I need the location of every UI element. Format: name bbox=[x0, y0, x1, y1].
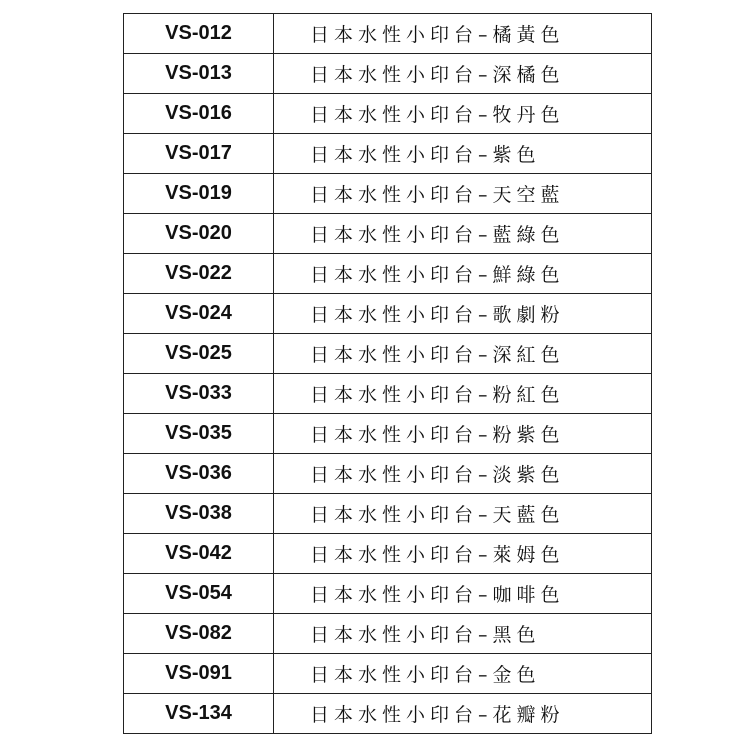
table-row bbox=[124, 654, 652, 694]
product-name: 日本水性小印台–萊姆色 bbox=[274, 534, 652, 574]
table-row bbox=[124, 54, 652, 94]
product-code: VS-016 bbox=[124, 94, 274, 134]
table-row bbox=[124, 94, 652, 134]
table-row bbox=[124, 494, 652, 534]
product-name: 日本水性小印台–歌劇粉 bbox=[274, 294, 652, 334]
product-code: VS-038 bbox=[124, 494, 274, 534]
product-name: 日本水性小印台–橘黃色 bbox=[274, 14, 652, 54]
product-name: 日本水性小印台–深橘色 bbox=[274, 54, 652, 94]
table-row bbox=[124, 454, 652, 494]
table-row bbox=[124, 334, 652, 374]
product-code: VS-024 bbox=[124, 294, 274, 334]
product-code: VS-035 bbox=[124, 414, 274, 454]
product-code: VS-017 bbox=[124, 134, 274, 174]
product-name: 日本水性小印台–鮮綠色 bbox=[274, 254, 652, 294]
table-row bbox=[124, 174, 652, 214]
table-row bbox=[124, 374, 652, 414]
product-code: VS-091 bbox=[124, 654, 274, 694]
product-table bbox=[123, 13, 652, 734]
product-code: VS-054 bbox=[124, 574, 274, 614]
table-row bbox=[124, 574, 652, 614]
product-name: 日本水性小印台–咖啡色 bbox=[274, 574, 652, 614]
product-code: VS-042 bbox=[124, 534, 274, 574]
table-row bbox=[124, 694, 652, 734]
product-code: VS-020 bbox=[124, 214, 274, 254]
table-row bbox=[124, 214, 652, 254]
product-name: 日本水性小印台–藍綠色 bbox=[274, 214, 652, 254]
product-name: 日本水性小印台–深紅色 bbox=[274, 334, 652, 374]
product-table-body bbox=[124, 14, 652, 734]
product-code: VS-134 bbox=[124, 694, 274, 734]
product-name: 日本水性小印台–紫色 bbox=[274, 134, 652, 174]
product-code: VS-036 bbox=[124, 454, 274, 494]
product-name: 日本水性小印台–花瓣粉 bbox=[274, 694, 652, 734]
product-code: VS-033 bbox=[124, 374, 274, 414]
product-code: VS-012 bbox=[124, 14, 274, 54]
product-name: 日本水性小印台–淡紫色 bbox=[274, 454, 652, 494]
table-row bbox=[124, 534, 652, 574]
product-code: VS-022 bbox=[124, 254, 274, 294]
product-code: VS-025 bbox=[124, 334, 274, 374]
table-row bbox=[124, 254, 652, 294]
product-name: 日本水性小印台–黑色 bbox=[274, 614, 652, 654]
product-name: 日本水性小印台–天空藍 bbox=[274, 174, 652, 214]
product-name: 日本水性小印台–牧丹色 bbox=[274, 94, 652, 134]
product-code: VS-082 bbox=[124, 614, 274, 654]
product-name: 日本水性小印台–天藍色 bbox=[274, 494, 652, 534]
table-row bbox=[124, 14, 652, 54]
product-name: 日本水性小印台–粉紫色 bbox=[274, 414, 652, 454]
product-name: 日本水性小印台–粉紅色 bbox=[274, 374, 652, 414]
product-code: VS-019 bbox=[124, 174, 274, 214]
product-code: VS-013 bbox=[124, 54, 274, 94]
product-name: 日本水性小印台–金色 bbox=[274, 654, 652, 694]
table-row bbox=[124, 294, 652, 334]
table-row bbox=[124, 614, 652, 654]
table-row bbox=[124, 414, 652, 454]
table-row bbox=[124, 134, 652, 174]
